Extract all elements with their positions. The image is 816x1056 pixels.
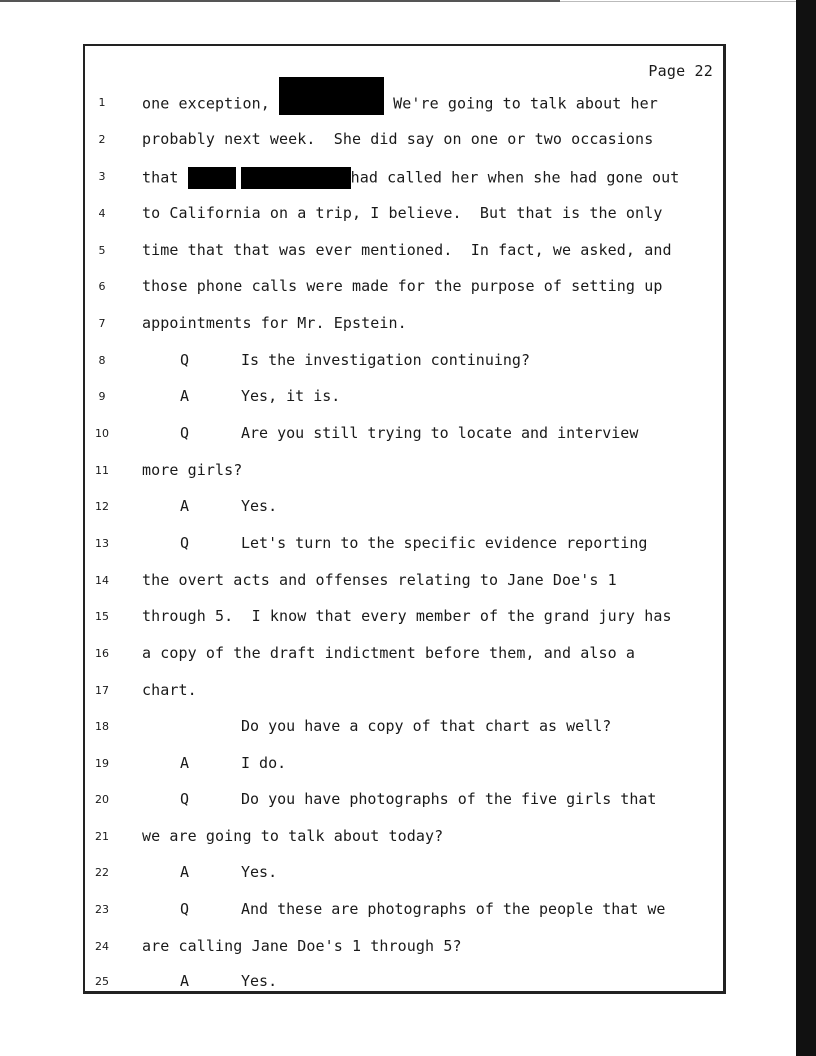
speaker-label: A <box>180 863 190 881</box>
line-text: Do you have a copy of that chart as well? <box>241 717 612 735</box>
transcript-line-25 <box>85 972 720 992</box>
line-number: 19 <box>95 757 109 770</box>
line-number: 6 <box>98 280 106 293</box>
line-text: we are going to talk about today? <box>142 827 444 845</box>
transcript-line-19 <box>85 754 720 774</box>
transcript-line-24 <box>85 937 720 957</box>
scan-top-rule-faint <box>560 1 800 2</box>
transcript-line-22 <box>85 863 720 883</box>
transcript-line-1 <box>85 93 720 113</box>
speaker-label: A <box>180 497 190 515</box>
line-text: Is the investigation continuing? <box>241 351 530 369</box>
speaker-label: Q <box>180 351 190 369</box>
transcript-line-23 <box>85 900 720 920</box>
line-text: probably next week. She did say on one or two occasions <box>142 130 654 148</box>
line-number: 9 <box>98 390 106 403</box>
line-number: 24 <box>95 940 109 953</box>
scan-edge-bar <box>796 0 816 1056</box>
speaker-label: A <box>180 387 190 405</box>
line-number: 11 <box>95 464 109 477</box>
redaction-box <box>188 167 236 189</box>
redaction-box <box>279 77 384 115</box>
line-text: Are you still trying to locate and interview <box>241 424 639 442</box>
scan-top-rule <box>0 0 560 2</box>
transcript-line-10 <box>85 424 720 444</box>
transcript-line-11 <box>85 461 720 481</box>
line-number: 5 <box>98 244 106 257</box>
speaker-label: A <box>180 754 190 772</box>
line-number: 15 <box>95 610 109 623</box>
line-number: 14 <box>95 574 109 587</box>
transcript-line-3 <box>85 167 720 187</box>
speaker-label: Q <box>180 900 190 918</box>
line-text-segment: had called her when she had gone out <box>350 168 680 187</box>
line-number: 18 <box>95 720 109 733</box>
transcript-page <box>83 44 726 994</box>
line-text: Yes. <box>241 972 278 990</box>
transcript-line-12 <box>85 497 720 517</box>
line-text: Yes. <box>241 863 278 881</box>
line-number: 22 <box>95 866 109 879</box>
transcript-line-9 <box>85 387 720 407</box>
line-number: 13 <box>95 537 109 550</box>
transcript-line-14 <box>85 571 720 591</box>
transcript-line-8 <box>85 351 720 371</box>
speaker-label: Q <box>180 790 190 808</box>
line-number: 2 <box>98 133 106 146</box>
line-number: 16 <box>95 647 109 660</box>
line-text: time that that was ever mentioned. In fact, we asked, and <box>142 241 672 259</box>
transcript-line-15 <box>85 607 720 627</box>
speaker-label: Q <box>180 534 190 552</box>
line-text: more girls? <box>142 461 243 479</box>
transcript-line-18 <box>85 717 720 737</box>
transcript-line-17 <box>85 681 720 701</box>
line-number: 10 <box>95 427 109 440</box>
line-text: Let's turn to the specific evidence reporting <box>241 534 648 552</box>
line-number: 23 <box>95 903 109 916</box>
line-text-segment: that <box>142 168 188 187</box>
line-number: 20 <box>95 793 109 806</box>
line-text: Do you have photographs of the five girls that <box>241 790 657 808</box>
line-text: through 5. I know that every member of the grand jury has <box>142 607 672 625</box>
line-number: 1 <box>98 96 106 109</box>
line-text <box>142 93 658 115</box>
line-number: 7 <box>98 317 106 330</box>
line-text: the overt acts and offenses relating to Jane Doe's 1 <box>142 571 617 589</box>
line-text: Yes. <box>241 497 278 515</box>
line-text: I do. <box>241 754 287 772</box>
transcript-line-16 <box>85 644 720 664</box>
line-number: 17 <box>95 684 109 697</box>
line-text: those phone calls were made for the purpose of setting up <box>142 277 663 295</box>
line-number: 8 <box>98 354 106 367</box>
redaction-box <box>241 167 351 189</box>
line-text: And these are photographs of the people that we <box>241 900 666 918</box>
page-number: Page 22 <box>648 62 713 80</box>
line-text <box>142 167 679 189</box>
line-text-segment: We're going to talk about her <box>383 94 658 113</box>
transcript-line-4 <box>85 204 720 224</box>
speaker-label: Q <box>180 424 190 442</box>
transcript-line-21 <box>85 827 720 847</box>
line-number: 3 <box>98 170 106 183</box>
line-text-segment: one exception, <box>142 94 279 113</box>
line-text: a copy of the draft indictment before them, and also a <box>142 644 636 662</box>
line-number: 4 <box>98 207 106 220</box>
line-text: appointments for Mr. Epstein. <box>142 314 407 332</box>
line-text: are calling Jane Doe's 1 through 5? <box>142 937 462 955</box>
transcript-line-20 <box>85 790 720 810</box>
line-number: 21 <box>95 830 109 843</box>
line-text: to California on a trip, I believe. But that is the only <box>142 204 663 222</box>
line-number: 25 <box>95 975 109 988</box>
transcript-line-7 <box>85 314 720 334</box>
transcript-line-2 <box>85 130 720 150</box>
transcript-line-5 <box>85 241 720 261</box>
line-number: 12 <box>95 500 109 513</box>
line-text: chart. <box>142 681 197 699</box>
speaker-label: A <box>180 972 190 990</box>
line-text: Yes, it is. <box>241 387 341 405</box>
transcript-line-13 <box>85 534 720 554</box>
transcript-line-6 <box>85 277 720 297</box>
